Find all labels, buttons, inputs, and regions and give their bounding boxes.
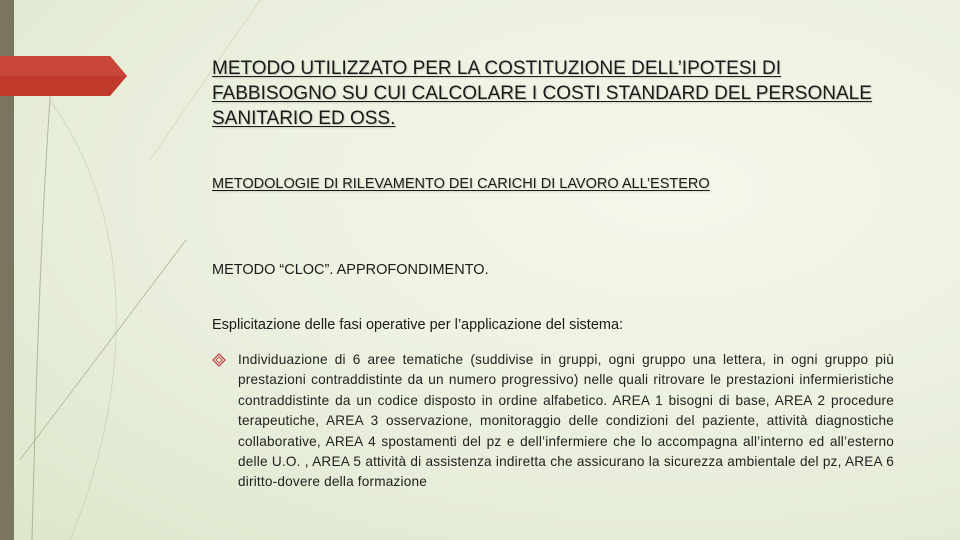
- bullet-item: [212, 350, 894, 493]
- lead-text: Esplicitazione delle fasi operative per l’applicazione del sistema:: [212, 317, 624, 333]
- diamond-outline-icon: [212, 353, 226, 367]
- slide-subtitle: METODOLOGIE DI RILEVAMENTO DEI CARICHI DI LAVORO ALL’ESTERO: [212, 176, 710, 192]
- title-accent-arrow: [0, 56, 128, 96]
- slide-title: METODO UTILIZZATO PER LA COSTITUZIONE DELL’IPOTESI DI FABBISOGNO SU CUI CALCOLARE I COSTI STANDARD DEL PERSONALE SANITARIO ED OSS.: [212, 58, 872, 129]
- method-heading: METODO “CLOC”. APPROFONDIMENTO.: [212, 262, 489, 278]
- bullet-text: Individuazione di 6 aree tematiche (suddivise in gruppi, ogni gruppo una lettera, in ogni gruppo più prestazioni contraddistinte da un numero progressivo) nelle quali ritrovare le prestazioni infermieristiche contraddistinte da un codice disposto in ordine alfabetico. AREA 1 bisogni di base, AREA 2 procedure terapeutiche, AREA 3 osservazione, monitoraggio delle condizioni del paziente, attività diagnostiche collaborative, AREA 4 spostamenti del pz e dell’infermiere che lo accompagna all’interno ed all’esterno delle U.O. , AREA 5 attività di assistenza indiretta che assicurano la sicurezza ambientale del pz, AREA 6 diritto-dovere della formazione: [238, 352, 894, 490]
